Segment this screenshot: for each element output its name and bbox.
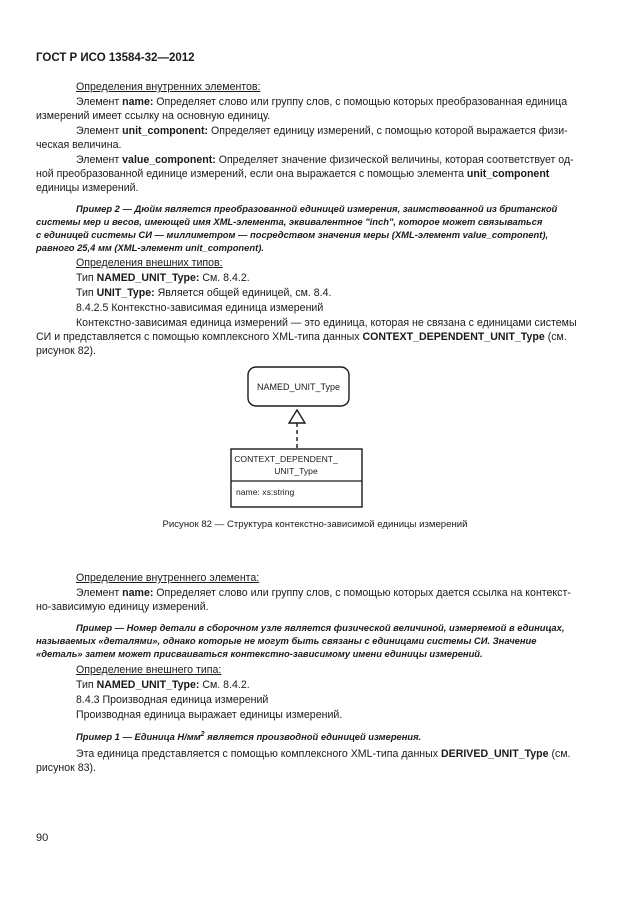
class-title-line-1: CONTEXT_DEPENDENT_ — [234, 454, 338, 464]
paragraph-line: ческая величина. — [36, 139, 122, 151]
paragraph-unit-component: Элемент unit_component: Определяет единицу измерений, с помощью которой выражается физи- — [76, 125, 568, 137]
page-number: 90 — [36, 832, 49, 844]
type-named-unit-2: Тип NAMED_UNIT_Type: См. 8.4.2. — [76, 679, 250, 691]
example-2-line: с единицей системы СИ — миллиметром — посредством значения меры (XML-элемент value_component), — [36, 229, 549, 240]
paragraph-line: рисунок 82). — [36, 345, 96, 357]
section-heading-internal-elements: Определения внутренних элементов: — [76, 81, 261, 93]
paragraph-line: измерений имеет ссылку на основную единицу. — [36, 110, 271, 122]
inheritance-arrow-icon — [289, 410, 305, 423]
paragraph-derived-type: Эта единица представляется с помощью комплексного XML-типа данных DERIVED_UNIT_Type (см. — [76, 748, 571, 760]
example-detail-line: Пример — Номер детали в сборочном узле является физической величиной, измеряемой в единицах, — [76, 622, 565, 633]
paragraph-line: но-зависимую единицу измерений. — [36, 601, 209, 613]
figure-82-caption: Рисунок 82 — Структура контекстно-зависимой единицы измерений — [162, 519, 468, 530]
example-detail-line: «деталь» затем может присваиваться контекстно-зависимому имени единицы измерений. — [36, 648, 483, 659]
paragraph-line: рисунок 83). — [36, 762, 96, 774]
example-2-line: равного 25,4 мм (XML-элемент unit_component). — [36, 242, 264, 253]
paragraph-context-unit: Контекстно-зависимая единица измерений — это единица, которая не связана с единицами системы — [76, 317, 577, 329]
named-unit-type-label: NAMED_UNIT_Type — [256, 382, 341, 392]
type-named-unit: Тип NAMED_UNIT_Type: См. 8.4.2. — [76, 272, 250, 284]
example-1-derived: Пример 1 — Единица $Н/мм^2$ является производной единицей измерения. — [76, 731, 422, 743]
section-heading-external-types: Определения внешних типов: — [76, 257, 223, 269]
class-title-line-2: UNIT_Type — [274, 466, 318, 476]
paragraph-name-element-context: Элемент name: Определяет слово или группу слов, с помощью которых дается ссылка на контекст- — [76, 587, 571, 599]
example-2-line: системы мер и весов, имеющей имя XML-элемента, эквивалентное "inch", которое может связываться — [36, 216, 543, 227]
paragraph-line: ной преобразованной единице измерений, если она выражается с помощью элемента unit_component — [36, 168, 550, 180]
paragraph-derived-unit: Производная единица выражает единицы измерений. — [76, 709, 343, 721]
paragraph-name-element: Элемент name: Определяет слово или группу слов, с помощью которых преобразованная единица — [76, 96, 568, 108]
paragraph-value-component: Элемент value_component: Определяет значение физической величины, которая соответствует од- — [76, 154, 574, 166]
example-detail-line: называемых «деталями», однако которые не могут быть связаны с единицами системы СИ. Значение — [36, 635, 537, 646]
type-unit: Тип UNIT_Type: Является общей единицей, см. 8.4. — [76, 287, 332, 299]
section-heading-external-type: Определение внешнего типа: — [76, 664, 222, 676]
document-header: ГОСТ Р ИСО 13584-32—2012 — [36, 52, 195, 64]
paragraph-line: единицы измерений. — [36, 182, 139, 194]
clause-heading-8-4-3: 8.4.3 Производная единица измерений — [76, 694, 269, 706]
section-heading-internal-element: Определение внутреннего элемента: — [76, 572, 260, 584]
example-2-line: Пример 2 — Дюйм является преобразованной единицей измерения, заимствованной из британской — [76, 203, 558, 214]
paragraph-line: СИ и представляется с помощью комплексного XML-типа данных CONTEXT_DEPENDENT_UNIT_Type (см. — [36, 331, 567, 343]
clause-heading-8-4-2-5: 8.4.2.5 Контекстно-зависимая единица измерений — [76, 302, 324, 314]
class-attribute-name: name: xs:string — [236, 487, 295, 497]
